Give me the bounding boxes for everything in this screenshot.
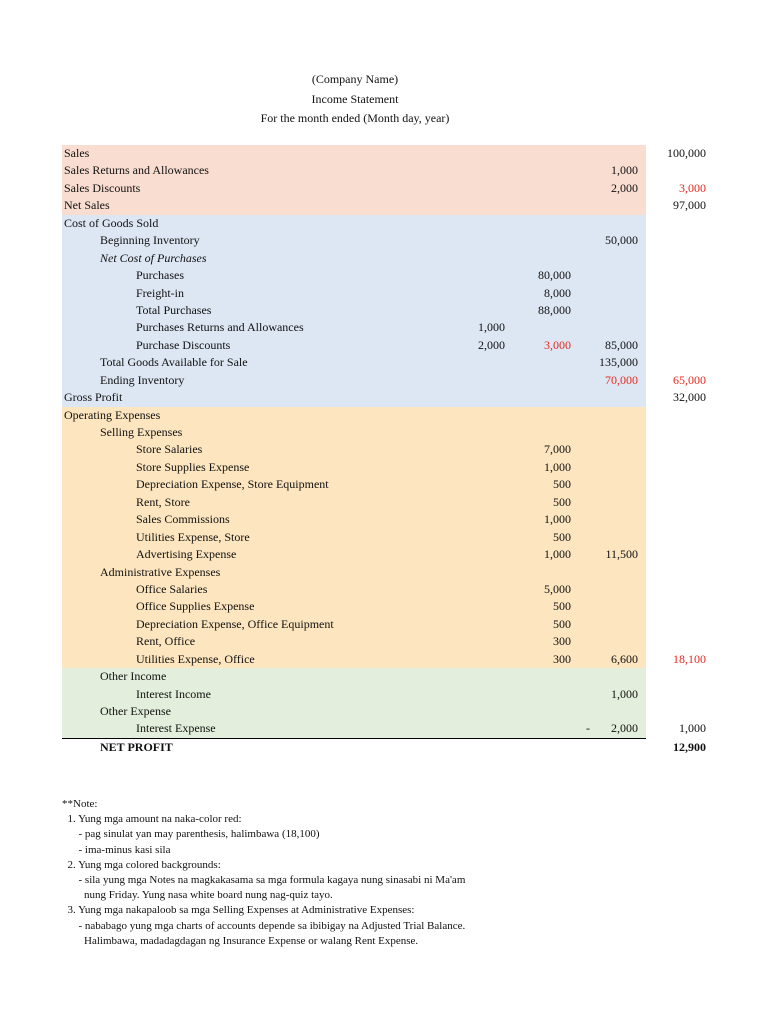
row-label: Cost of Goods Sold [64,215,159,230]
amount-c3: 50,000 [605,233,638,248]
note-line: - sila yung mga Notes na magkakasama sa mga formula kagaya nung sinasabi ni Ma'am [62,874,466,887]
amount-c2: 88,000 [538,302,571,317]
row-label: Other Expense [100,704,171,718]
row-label: Depreciation Expense, Office Equipment [136,616,334,631]
amount-c2: 1,000 [544,547,571,562]
row-label: Other Income [100,669,167,684]
amount-c2: 500 [553,477,571,492]
statement-row [62,581,646,598]
amount-c4: 32,000 [673,390,706,405]
row-label: NET PROFIT [100,739,173,754]
row-label: Net Sales [64,198,110,213]
amount-c2: 500 [553,494,571,509]
statement-row [62,686,646,703]
statement-row [62,476,646,493]
amount-c3: 85,000 [605,337,638,352]
row-label: Selling Expenses [100,425,183,439]
notes-section [62,797,465,949]
statement-row [62,424,646,441]
minus-sign: - [586,721,590,736]
row-label: Store Supplies Expense [136,459,250,474]
amount-c2: 500 [553,599,571,614]
row-label: Purchases Returns and Allowances [136,320,304,335]
statement-row [62,651,706,668]
row-label: Rent, Office [136,634,196,649]
amount-c3: 70,000 [605,372,638,387]
amount-c3: 135,000 [599,355,638,370]
amount-c2: 300 [553,634,571,649]
amount-c4: 97,000 [673,198,706,213]
row-label: Freight-in [136,285,184,300]
statement-row [62,511,646,528]
amount-c4: 65,000 [673,372,706,387]
row-label: Total Goods Available for Sale [100,355,248,370]
income-statement-table [62,145,706,756]
statement-row [62,197,706,214]
statement-row [62,372,706,389]
row-label: Interest Expense [136,721,216,736]
statement-row [62,407,646,424]
amount-c3: 2,000 [611,721,638,736]
statement-row [62,215,646,232]
note-line: 1. Yung mga amount na naka-color red: [62,813,242,826]
statement-period: For the month ended (Month day, year) [260,111,450,125]
row-label: Net Cost of Purchases [100,250,207,265]
note-line: - ima-minus kasi sila [62,843,171,856]
statement-row [62,267,646,284]
statement-row [62,319,646,336]
statement-row [62,180,706,197]
amount-c2: 300 [553,651,571,666]
row-label: Sales Commissions [136,512,230,527]
note-line: Halimbawa, madadagdagan ng Insurance Expense or walang Rent Expense. [62,934,419,947]
row-label: Advertising Expense [136,547,237,562]
row-label: Store Salaries [136,442,203,457]
amount-c2: 1,000 [544,459,571,474]
row-label: Sales [64,146,90,160]
amount-c4: 12,900 [673,739,706,754]
statement-row [62,145,706,162]
note-line: **Note: [62,798,98,810]
row-label: Total Purchases [136,302,212,317]
amount-c4: 18,100 [673,651,706,666]
note-line: - pag sinulat yan may parenthesis, halimbawa (18,100) [62,828,320,841]
row-label: Purchases [136,268,184,283]
amount-c2: 3,000 [544,337,571,352]
statement-row [62,494,646,511]
row-label: Operating Expenses [64,407,161,422]
amount-c3: 1,000 [611,686,638,701]
amount-c2: 1,000 [544,512,571,527]
statement-row [62,250,646,267]
row-label: Beginning Inventory [100,233,200,248]
amount-c3: 6,600 [611,651,638,666]
row-label: Utilities Expense, Office [136,651,255,666]
note-line: 2. Yung mga colored backgrounds: [62,858,221,871]
row-label: Ending Inventory [100,372,185,387]
row-label: Purchase Discounts [136,337,231,352]
amount-c3: 1,000 [611,163,638,178]
amount-c4: 3,000 [679,180,706,195]
row-label: Office Supplies Expense [136,599,255,614]
note-line: nung Friday. Yung nasa white board nung nag-quiz tayo. [62,889,333,902]
statement-row [62,354,646,371]
statement-row [62,337,646,354]
statement-row [62,162,646,179]
amount-c2: 8,000 [544,285,571,300]
row-label: Gross Profit [64,390,123,405]
company-name: (Company Name) [311,72,399,86]
statement-row [62,703,646,720]
row-label: Interest Income [136,686,211,701]
amount-c2: 500 [553,616,571,631]
row-label: Sales Discounts [64,180,141,195]
amount-c3: 11,500 [605,547,638,562]
amount-c4: 1,000 [679,721,706,736]
row-label: Administrative Expenses [100,564,221,579]
statement-row [62,389,706,406]
row-label: Depreciation Expense, Store Equipment [136,477,329,492]
row-label: Sales Returns and Allowances [64,163,209,178]
row-label: Office Salaries [136,581,208,596]
statement-row [62,738,706,756]
amount-c2: 80,000 [538,268,571,283]
row-label: Utilities Expense, Store [136,529,250,544]
amount-c2: 500 [553,529,571,544]
amount-c4: 100,000 [667,146,706,160]
statement-title: Income Statement [311,92,399,106]
statement-row [62,720,706,737]
amount-c1: 1,000 [478,320,505,335]
amount-c2: 7,000 [544,442,571,457]
statement-row [62,529,646,546]
statement-row [62,302,646,319]
statement-row [62,232,646,249]
statement-row [62,668,646,685]
statement-row [62,459,646,476]
statement-row [62,285,646,302]
statement-row [62,564,646,581]
note-line: 3. Yung mga nakapaloob sa mga Selling Expenses at Administrative Expenses: [62,904,415,917]
statement-row [62,441,646,458]
amount-c3: 2,000 [611,180,638,195]
statement-row [62,616,646,633]
statement-row [62,598,646,615]
statement-row [62,633,646,650]
row-label: Rent, Store [136,494,190,509]
amount-c1: 2,000 [478,337,505,352]
note-line: - nababago yung mga charts of accounts depende sa ibibigay na Adjusted Trial Balance. [62,919,466,932]
statement-row [62,546,646,563]
amount-c2: 5,000 [544,581,571,596]
